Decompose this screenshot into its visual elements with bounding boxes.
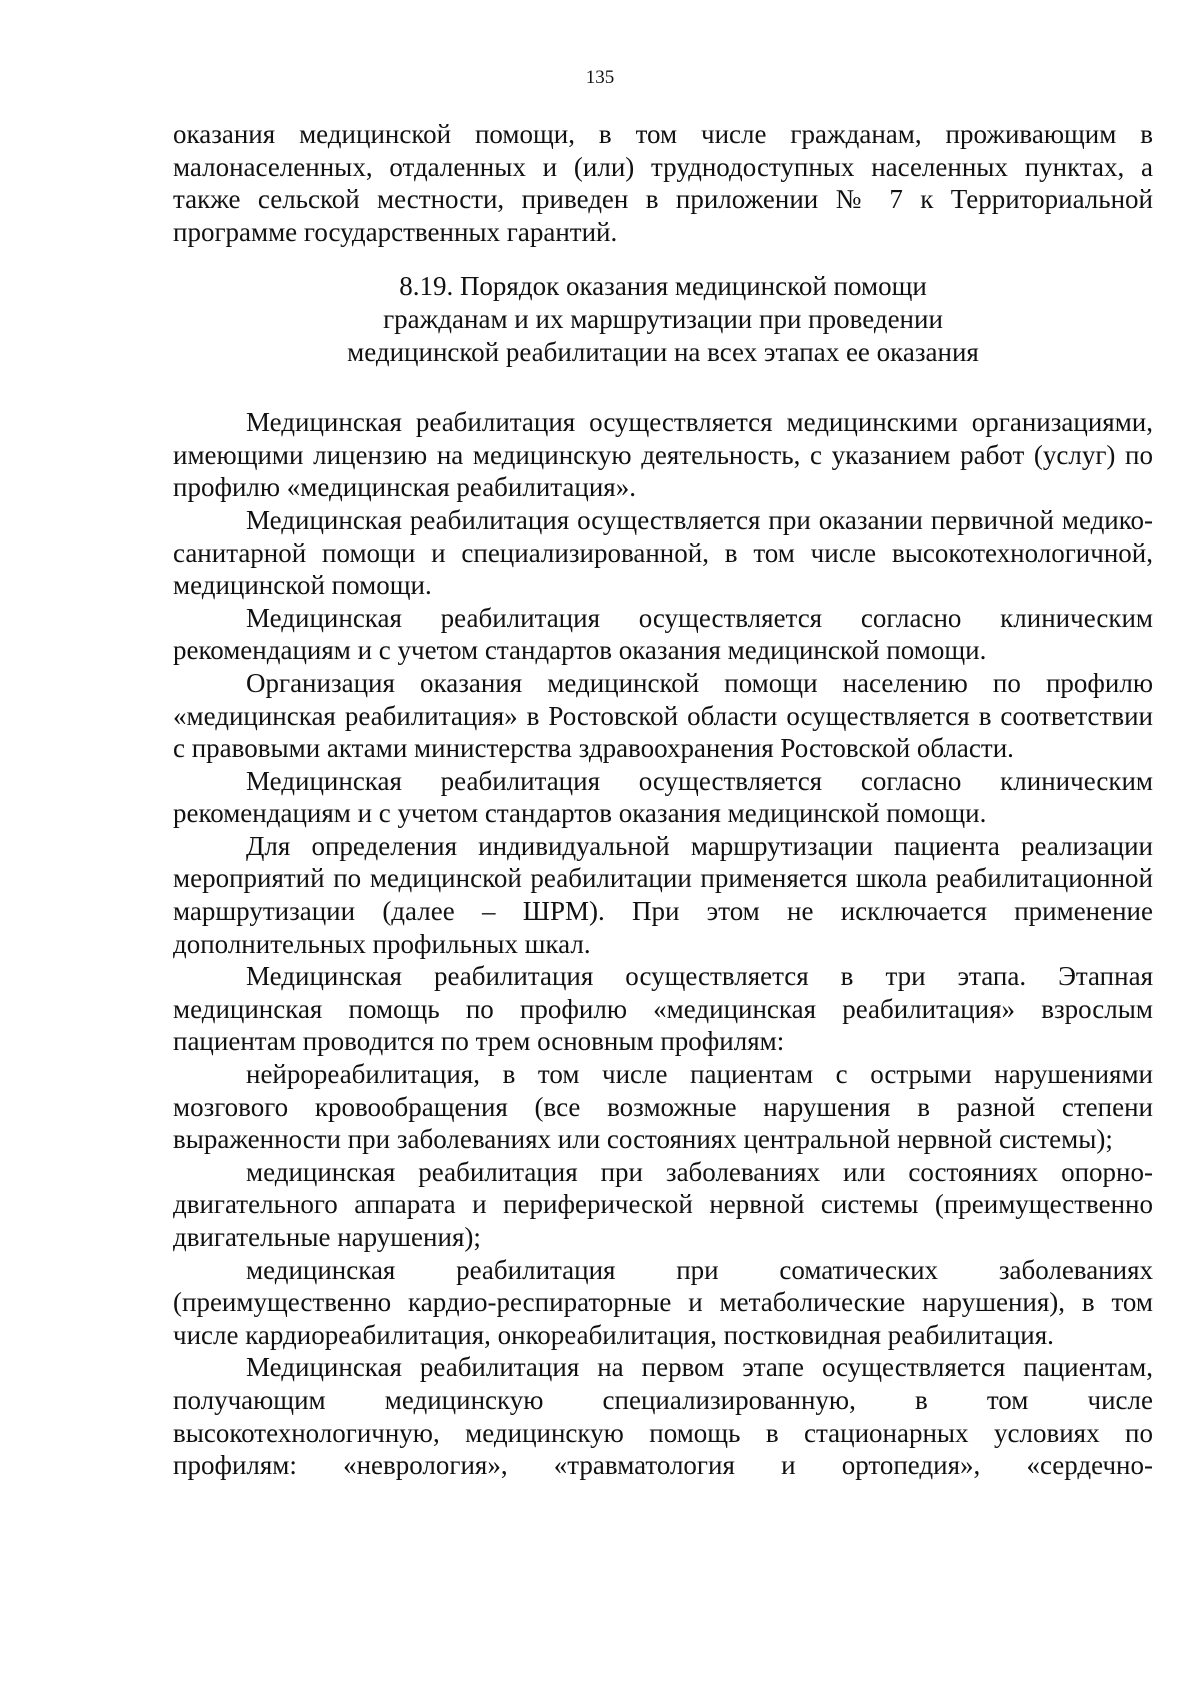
body-paragraph: Медицинская реабилитация осуществляется согласно клиническим рекомендациям и с учетом стандартов оказания медицинской помощи. bbox=[173, 765, 1153, 829]
body-paragraph: Медицинская реабилитация осуществляется при оказании первичной медико-санитарной помощи и специализированной, в том числе высокотехнологичной, медицинской помощи. bbox=[173, 504, 1153, 601]
body-paragraph: Для определения индивидуальной маршрутизации пациента реализации мероприятий по медицинской реабилитации применяется школа реабилитационной маршрутизации (далее – ШРМ). При этом не исключается применение дополнительных профильных шкал. bbox=[173, 830, 1153, 959]
section-heading-line: медицинской реабилитации на всех этапах ее оказания bbox=[347, 336, 979, 367]
section-heading bbox=[173, 270, 1153, 368]
intro-paragraph: оказания медицинской помощи, в том числе гражданам, проживающим в малонаселенных, отдаленных и (или) труднодоступных населенных пунктах, а также сельской местности, приведен в приложении № 7 к Территориальной программе государственных гарантий. bbox=[173, 119, 1153, 247]
list-item-paragraph: медицинская реабилитация при соматических заболеваниях (преимущественно кардио-респираторные и метаболические нарушения), в том числе кардиореабилитация, онкореабилитация, постковидная реабилитация. bbox=[173, 1254, 1153, 1350]
body-paragraph: Медицинская реабилитация осуществляется согласно клиническим рекомендациям и с учетом стандартов оказания медицинской помощи. bbox=[173, 602, 1153, 666]
body-paragraph: Медицинская реабилитация на первом этапе осуществляется пациентам, получающим медицинскую специализированную, в том числе высокотехнологичную, медицинскую помощь в стационарных условиях по профилям: «неврология», «травматология и ортопедия», «сердечно- bbox=[173, 1352, 1153, 1481]
document-body bbox=[173, 118, 1153, 1482]
body-paragraph: Медицинская реабилитация осуществляется медицинскими организациями, имеющими лицензию на медицинскую деятельность, с указанием работ (услуг) по профилю «медицинская реабилитация». bbox=[173, 407, 1153, 503]
body-paragraph: Медицинская реабилитация осуществляется в три этапа. Этапная медицинская помощь по профилю «медицинская реабилитация» взрослым пациентам проводится по трем основным профилям: bbox=[173, 961, 1153, 1057]
body-paragraph: Организация оказания медицинской помощи населению по профилю «медицинская реабилитация» в Ростовской области осуществляется в соответствии с правовыми актами министерства здравоохранения Ростовской области. bbox=[173, 667, 1153, 764]
list-item-paragraph: медицинская реабилитация при заболеваниях или состояниях опорно-двигательного аппарата и периферической нервной системы (преимущественно двигательные нарушения); bbox=[173, 1156, 1153, 1252]
section-heading-line: 8.19. Порядок оказания медицинской помощи bbox=[399, 271, 927, 302]
section-heading-line: гражданам и их маршрутизации при проведении bbox=[383, 303, 943, 334]
page-number: 135 bbox=[585, 67, 615, 88]
list-item-paragraph: нейрореабилитация, в том числе пациентам с острыми нарушениями мозгового кровообращения (все возможные нарушения в разной степени выраженности при заболеваниях или состояниях центральной нервной системы); bbox=[173, 1059, 1153, 1155]
